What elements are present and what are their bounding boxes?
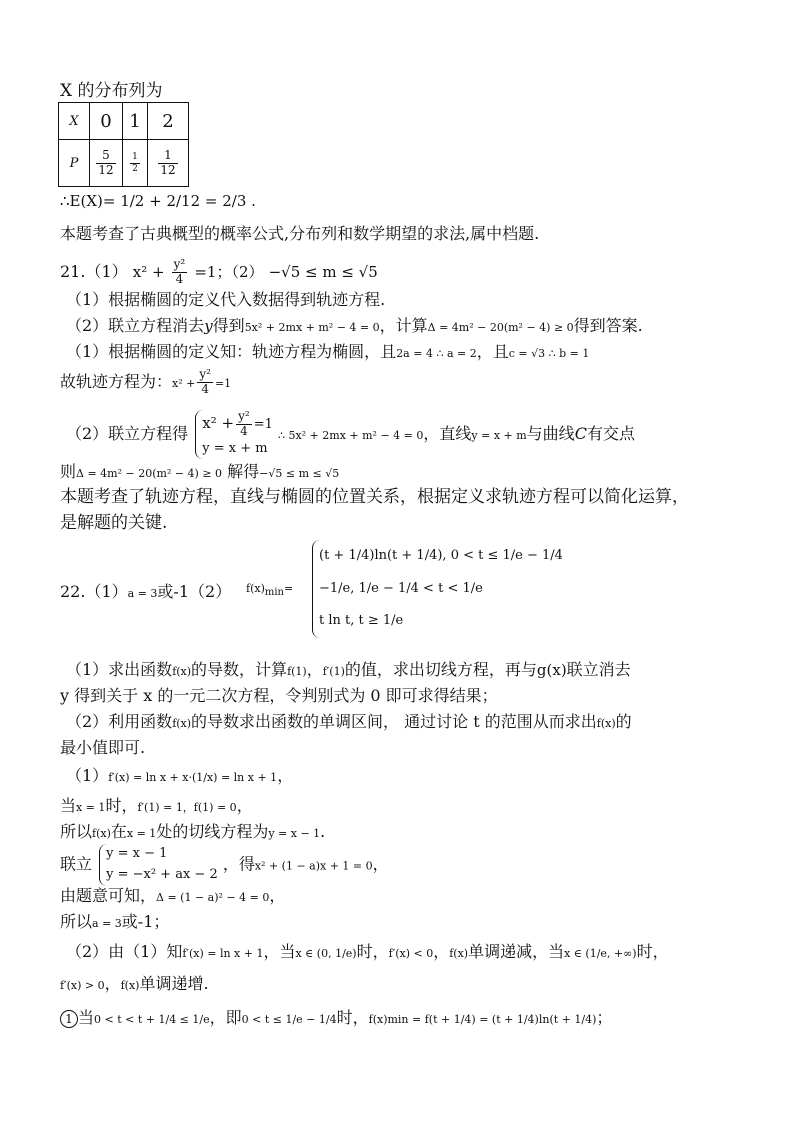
q21-hint2: （2）联立方程消去y得到5x² + 2mx + m² − 4 = 0，计算Δ = 4m² − 20(m² − 4) ≥ 0得到答案. <box>66 316 643 335</box>
table-value-1: 1 <box>123 103 148 140</box>
q22-step6: 所以a = 3或-1； <box>60 912 170 931</box>
q21-summary2: 是解题的关键. <box>60 513 168 533</box>
q22-hint3: （2）利用函数f(x)的导数求出函数的单调区间， 通过讨论 t 的范围从而求出f(x)的 <box>66 712 632 731</box>
distribution-table <box>58 102 189 187</box>
table-header-p: P <box>59 140 90 187</box>
table-prob-1: $\frac{1}{2}$ <box>123 140 148 187</box>
case-2: −1/e, 1/e − 1/4 < t < 1/e <box>319 580 483 596</box>
table-prob-2: $\frac{1}{12}$ <box>148 140 189 187</box>
q22-step2: 当x = 1时，f′(1) = 1，f(1) = 0， <box>60 796 253 815</box>
q21-solution1: （1）根据椭圆的定义知：轨迹方程为椭圆，且2a = 4 ∴ a = 2，且c = √3 ∴ b = 1 <box>66 342 590 361</box>
q22-step9: 1 当0 < t < t + 1/4 ≤ 1/e，即0 < t ≤ 1/e − 1/4时，f(x)min = f(t + 1/4) = (t + 1/4)ln(t + 1/4)； <box>60 1008 612 1029</box>
system-brace-2: y = x − 1 y = −x² + ax − 2 <box>99 844 218 886</box>
q21-summary: 本题考查了轨迹方程，直线与椭圆的位置关系，根据定义求轨迹方程可以简化运算， <box>60 487 689 507</box>
distribution-intro: X 的分布列为 <box>60 81 163 101</box>
q22-hint1: （1）求出函数f(x)的导数，计算f(1)，f′(1)的值，求出切线方程，再与g(x)联立消去 <box>66 660 631 679</box>
piecewise-brace <box>312 540 563 638</box>
expectation-formula: ∴E(X)= 1/2 + 2/12 = 2/3 . <box>60 192 256 210</box>
q22-step8: f′(x) > 0，f(x)单调递增. <box>60 974 209 993</box>
table-header-x: X <box>59 103 90 140</box>
q22-step5: 由题意可知，Δ = (1 − a)² − 4 = 0， <box>60 886 286 905</box>
q20-summary: 本题考查了古典概型的概率公式,分布列和数学期望的求法,属中档题. <box>60 224 540 243</box>
q22-hint4: 最小值即可. <box>60 738 146 757</box>
q22-step7: （2）由（1）知f′(x) = ln x + 1，当x ∈ (0, 1/e)时，f′(x) < 0，f(x)单调递减，当x ∈ (1/e, +∞)时， <box>66 942 669 961</box>
q22-step4: 联立 y = x − 1 y = −x² + ax − 2 ，得x² + (1 − a)x + 1 = 0， <box>60 844 389 886</box>
q22-step1: （1）f′(x) = ln x + x·(1/x) = ln x + 1， <box>66 766 294 785</box>
case-1: (t + 1/4)ln(t + 1/4), 0 < t ≤ 1/e − 1/4 <box>319 548 563 563</box>
q21-head: 21.（1） <box>60 261 128 281</box>
q21-result: 则Δ = 4m² − 20(m² − 4) ≥ 0 解得−√5 ≤ m ≤ √5 <box>60 462 340 481</box>
q21-hint1: （1）根据椭圆的定义代入数据得到轨迹方程. <box>66 290 386 309</box>
q21-trajectory: 故轨迹方程为：x² + $\frac{\text{y²}}{4}$ =1 <box>60 367 232 396</box>
table-value-0: 0 <box>90 103 123 140</box>
q22-hint2: y 得到关于 x 的一元二次方程，令判别式为 0 即可求得结果； <box>60 686 498 705</box>
table-prob-0: $\frac{5}{12}$ <box>90 140 123 187</box>
case-3: t ln t, t ≥ 1/e <box>319 613 404 628</box>
system-brace: x² + $\frac{\text{y²}}{4}$ =1 y = x + m <box>195 410 273 459</box>
q21-answer: 21.（1） x² + $\frac{\text{y²}}{4}$ =1；（2） −√5 ≤ m ≤ √5 <box>60 257 378 286</box>
table-value-2: 2 <box>148 103 189 140</box>
circled-number: 1 <box>60 1010 78 1028</box>
q21-solution2: （2）联立方程得 x² + $\frac{\text{y²}}{4}$ =1 y = x + m ∴ 5x² + 2mx + m² − 4 = 0，直线y = x + m与曲线C有交点 <box>66 410 635 459</box>
q22-step3: 所以f(x)在x = 1处的切线方程为y = x − 1. <box>60 822 326 841</box>
